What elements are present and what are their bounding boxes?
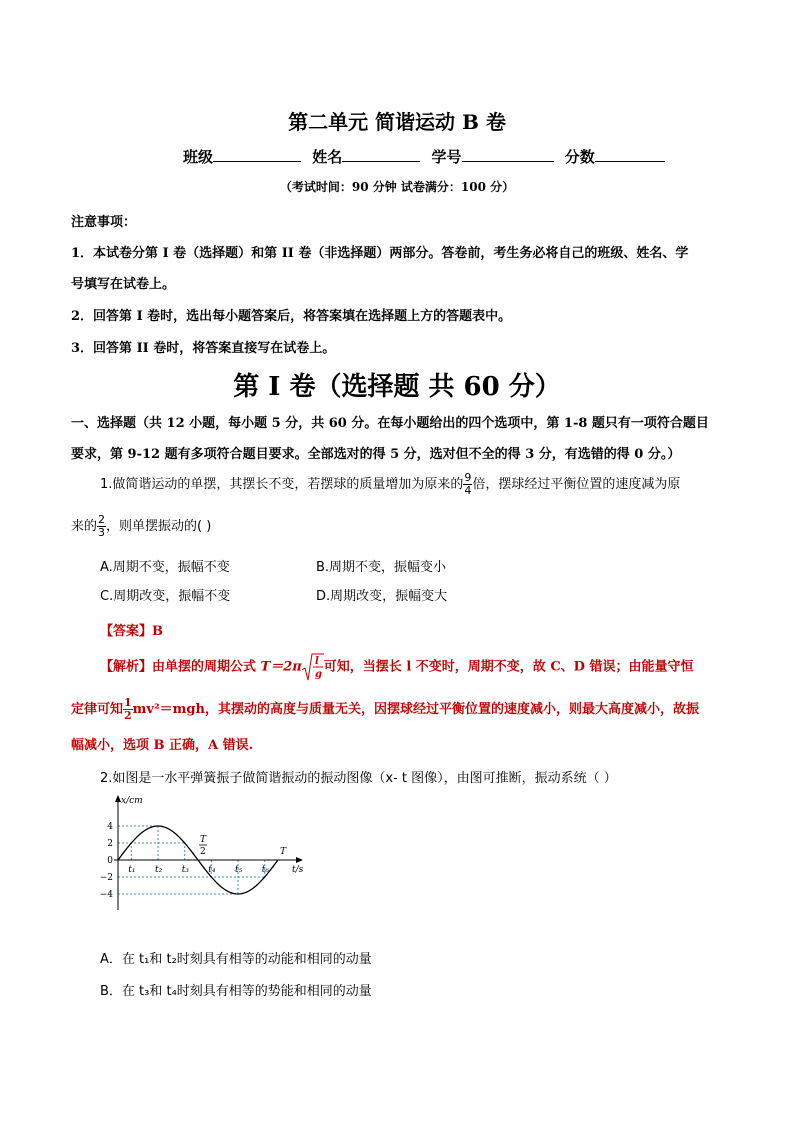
sqrt-l-over-g <box>302 652 324 682</box>
q1-answer: 【答案】B <box>100 624 163 639</box>
q1-analysis-line2: 定律可知 $\frac{1}{2}$ mv²＝mgh，其摆动的高度与质量无关，因摆球经过平衡位置的速度减小，则最大高度减小，故振 <box>71 696 699 722</box>
q1-stem-c: 来的 <box>71 519 98 534</box>
class-blank[interactable] <box>213 147 301 162</box>
score-label: 分数 <box>564 148 595 166</box>
q1-analysis-line1: 【解析】由单摆的周期公式 T＝2π l g 可知，当摆长 l 不变时，周期不变，故 C、D 错误；由能量守恒 <box>100 652 693 682</box>
fraction-2-3: $\frac{2}{3}$ <box>98 513 106 539</box>
sqrt-num: l <box>314 656 319 667</box>
y-tick-label: −2 <box>100 873 113 883</box>
q1-option-b: B.周期不变，振幅变小 <box>316 560 447 575</box>
q1-option-d: D.周期改变，振幅变大 <box>316 589 448 604</box>
q1-stem-b: 倍，摆球经过平衡位置的速度减为原 <box>472 477 681 492</box>
name-label: 姓名 <box>312 148 343 166</box>
time-label: t₄ <box>208 865 216 875</box>
student-info-line <box>183 146 665 167</box>
id-label: 学号 <box>431 148 462 166</box>
time-label: t₆ <box>261 865 269 875</box>
q1-stem-a: 1.做简谐运动的单摆，其摆长不变，若摆球的质量增加为原来的 <box>100 477 464 492</box>
id-blank[interactable] <box>462 147 554 162</box>
fraction-9-4: $\frac{9}{4}$ <box>464 471 472 497</box>
y-tick-label: 0 <box>107 856 113 866</box>
half-period-num: T <box>200 835 207 845</box>
section-intro-line2: 要求，第 9-12 题有多项符合题目要求。全部选对的得 5 分，选对但不全的得 3 分，有选错的得 0 分。） <box>71 447 681 462</box>
note-item-3: 3．回答第 II 卷时，将答案直接写在试卷上。 <box>71 341 336 356</box>
q1-stem-d: ，则单摆振动的( ) <box>106 519 212 534</box>
x-axis-arrow <box>296 857 303 863</box>
x-axis-label: t/s <box>292 865 304 875</box>
half-period-den: 2 <box>200 847 206 857</box>
period-label: T <box>280 847 287 857</box>
q1-option-c: C.周期改变，振幅不变 <box>100 589 231 604</box>
fraction-one-half: $\frac{1}{2}$ <box>124 696 132 722</box>
time-label: t₁ <box>128 865 136 875</box>
section-intro-line1: 一、选择题（共 12 小题，每小题 5 分，共 60 分。在每小题给出的四个选项中，第 1-8 题只有一项符合题目 <box>71 416 709 431</box>
notes-heading: 注意事项： <box>71 215 137 230</box>
exam-time: （考试时间：90 分钟 试卷满分：100 分） <box>279 180 515 194</box>
page-title: 第二单元 简谐运动 B 卷 <box>288 110 506 134</box>
analysis-label: 【解析】 <box>100 659 153 675</box>
q2-option-a: A．在 t₁和 t₂时刻具有相等的动能和相同的动量 <box>100 952 372 967</box>
y-tick-label: 4 <box>107 822 113 832</box>
time-label: t₂ <box>155 865 163 875</box>
y-axis-label: x/cm <box>121 796 143 806</box>
q2-option-b: B．在 t₃和 t₄时刻具有相等的势能和相同的动量 <box>100 984 372 999</box>
note-item-1-line1: 1．本试卷分第 I 卷（选择题）和第 II 卷（非选择题）两部分。答卷前，考生务必将自己的班级、姓名、学 <box>71 246 689 261</box>
period-formula: T＝2π <box>260 659 302 675</box>
q1-analysis-line3: 幅减小，选项 B 正确，A 错误. <box>71 738 254 753</box>
score-blank[interactable] <box>595 147 665 162</box>
y-tick-label: −4 <box>100 890 113 900</box>
time-label: t₃ <box>181 865 189 875</box>
q1-stem-line2 <box>71 514 211 539</box>
sqrt-den: g <box>314 669 322 680</box>
note-item-1-line2: 号填写在试卷上。 <box>71 277 176 292</box>
time-label: t₅ <box>235 865 243 875</box>
note-item-2: 2．回答第 I 卷时，选出每小题答案后，将答案填在选择题上方的答题表中。 <box>71 309 512 324</box>
q1-option-a: A.周期不变，振幅不变 <box>100 560 230 575</box>
q2-stem: 2.如图是一水平弹簧振子做简谐振动的振动图像（x- t 图像），由图可推断，振动系统（ ） <box>100 771 617 786</box>
vibration-graph <box>100 792 310 922</box>
class-label: 班级 <box>183 148 214 166</box>
y-tick-label: 2 <box>107 839 113 849</box>
name-blank[interactable] <box>342 147 420 162</box>
q1-stem-line1 <box>100 472 680 497</box>
section-title: 第 I 卷（选择题 共 60 分） <box>233 372 561 402</box>
